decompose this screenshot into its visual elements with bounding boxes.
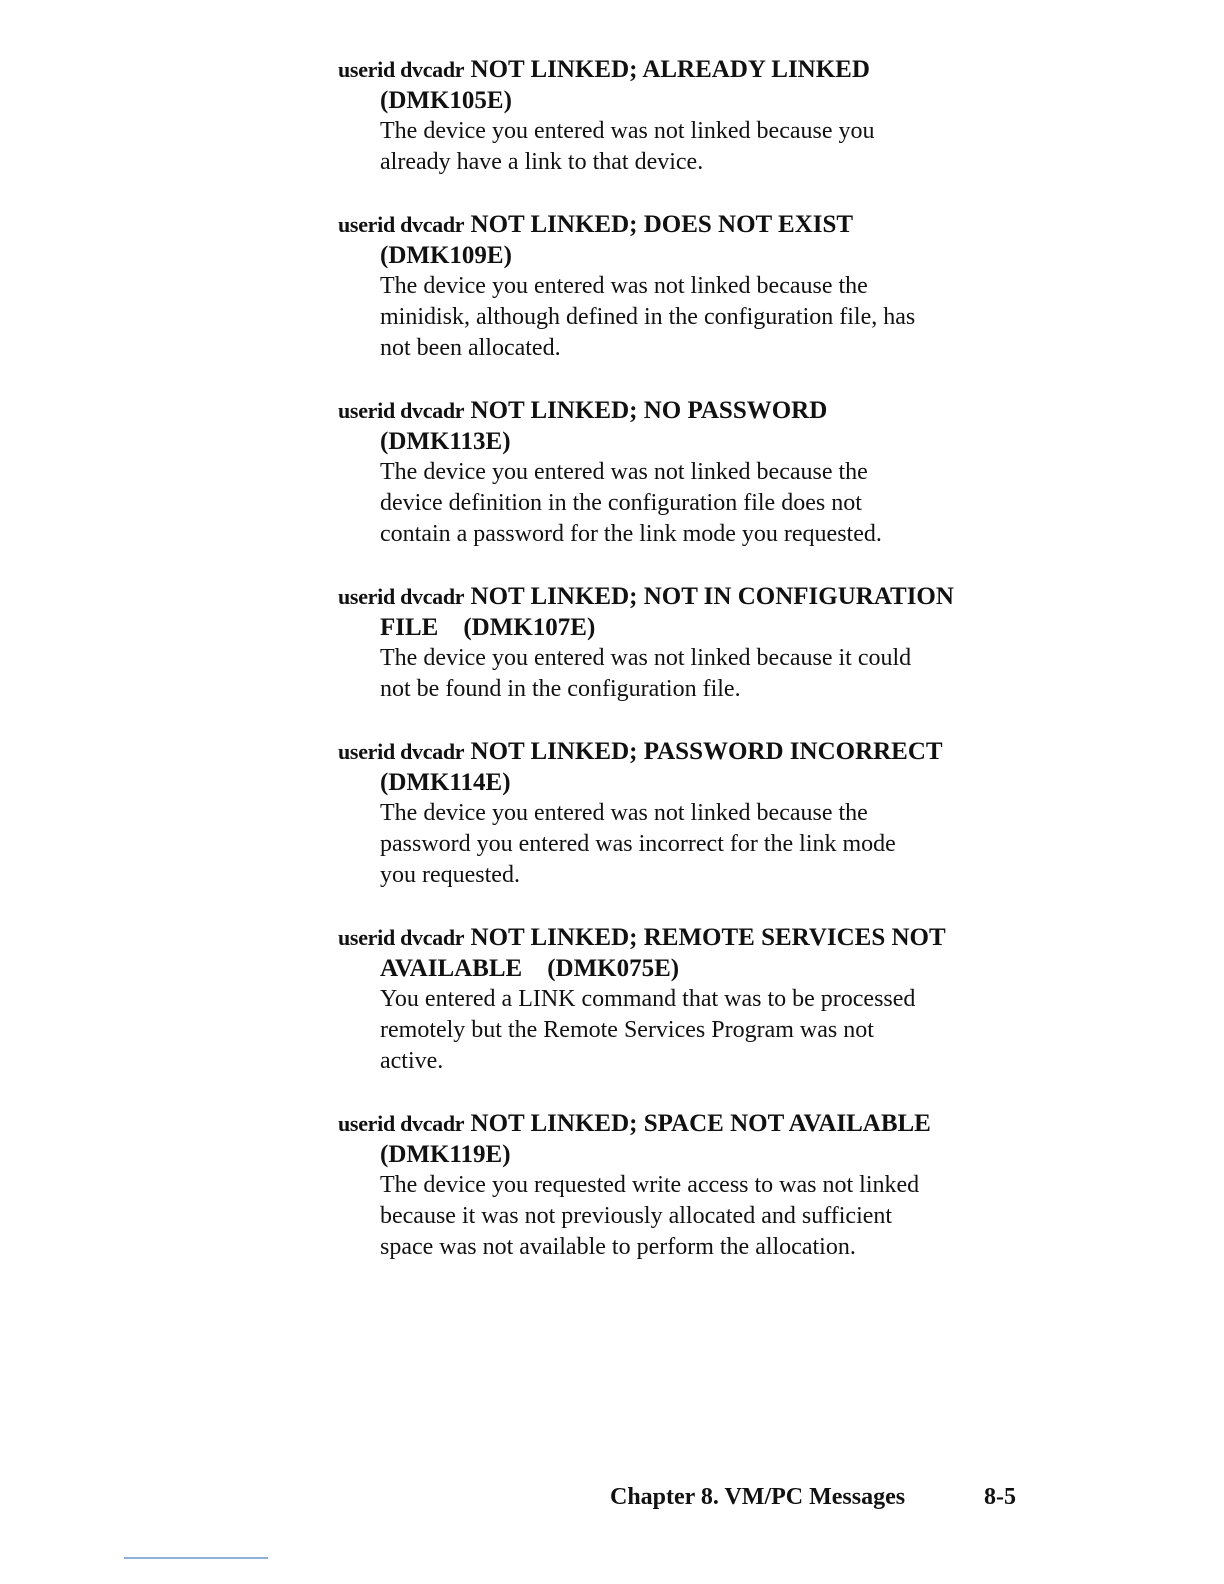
message-text: NOT LINKED; ALREADY LINKED xyxy=(470,56,870,83)
message-heading xyxy=(338,581,1018,643)
description-line: space was not available to perform the allocation. xyxy=(380,1234,856,1260)
message-code: (DMK075E) xyxy=(547,955,680,982)
message-description xyxy=(338,984,1018,1077)
message-description xyxy=(338,116,1018,178)
description-line: not be found in the configuration file. xyxy=(380,676,741,702)
message-text: NOT LINKED; REMOTE SERVICES NOT AVAILABLE xyxy=(380,924,946,982)
description-line: already have a link to that device. xyxy=(380,149,704,175)
message-entry xyxy=(338,922,1018,1077)
message-entry xyxy=(338,209,1018,364)
message-variables: userid dvcadr xyxy=(338,584,465,609)
message-code: (DMK113E) xyxy=(380,428,511,455)
message-heading xyxy=(338,209,1018,271)
message-heading xyxy=(338,395,1018,457)
description-line: password you entered was incorrect for the link mode xyxy=(380,831,896,857)
message-variables: userid dvcadr xyxy=(338,398,465,423)
message-variables: userid dvcadr xyxy=(338,1111,465,1136)
description-line: minidisk, although defined in the configuration file, has xyxy=(380,304,916,330)
message-variables: userid dvcadr xyxy=(338,57,465,82)
message-code: (DMK114E) xyxy=(380,769,511,796)
description-line: you requested. xyxy=(380,862,520,888)
message-entry xyxy=(338,1108,1018,1263)
message-code: (DMK109E) xyxy=(380,242,512,269)
message-entry xyxy=(338,581,1018,705)
message-description xyxy=(338,271,1018,364)
message-heading xyxy=(338,1108,1018,1170)
description-line: not been allocated. xyxy=(380,335,561,361)
message-text: NOT LINKED; NOT IN CONFIGURATION FILE xyxy=(380,583,954,641)
message-description xyxy=(338,798,1018,891)
message-description xyxy=(338,1170,1018,1263)
page-number: 8-5 xyxy=(984,1484,1016,1510)
message-variables: userid dvcadr xyxy=(338,739,465,764)
message-text: NOT LINKED; NO PASSWORD xyxy=(470,397,828,424)
description-line: The device you entered was not linked because the xyxy=(380,273,868,299)
description-line: The device you entered was not linked because the xyxy=(380,800,868,826)
message-variables: userid dvcadr xyxy=(338,925,465,950)
scan-edge-divider xyxy=(124,1557,268,1559)
description-line: because it was not previously allocated and sufficient xyxy=(380,1203,893,1229)
message-list xyxy=(338,54,1018,1294)
description-line: remotely but the Remote Services Program was not xyxy=(380,1017,874,1043)
message-description xyxy=(338,457,1018,550)
description-line: The device you requested write access to was not linked xyxy=(380,1172,920,1198)
description-line: The device you entered was not linked because it could xyxy=(380,645,912,671)
message-code: (DMK107E) xyxy=(463,614,596,641)
message-entry xyxy=(338,54,1018,178)
description-line: You entered a LINK command that was to be processed xyxy=(380,986,916,1012)
message-entry xyxy=(338,395,1018,550)
page-footer xyxy=(610,1482,1020,1512)
message-code: (DMK119E) xyxy=(380,1141,511,1168)
description-line: device definition in the configuration file does not xyxy=(380,490,862,516)
description-line: active. xyxy=(380,1048,444,1074)
description-line: The device you entered was not linked because you xyxy=(380,118,875,144)
description-line: The device you entered was not linked because the xyxy=(380,459,868,485)
message-text: NOT LINKED; SPACE NOT AVAILABLE xyxy=(470,1110,931,1137)
message-text: NOT LINKED; PASSWORD INCORRECT xyxy=(470,738,943,765)
chapter-title: Chapter 8. VM/PC Messages xyxy=(610,1484,906,1510)
description-line: contain a password for the link mode you requested. xyxy=(380,521,882,547)
message-heading xyxy=(338,736,1018,798)
message-description xyxy=(338,643,1018,705)
message-entry xyxy=(338,736,1018,891)
message-text: NOT LINKED; DOES NOT EXIST xyxy=(470,211,854,238)
message-variables: userid dvcadr xyxy=(338,212,465,237)
message-code: (DMK105E) xyxy=(380,87,512,114)
message-heading xyxy=(338,922,1018,984)
message-heading xyxy=(338,54,1018,116)
